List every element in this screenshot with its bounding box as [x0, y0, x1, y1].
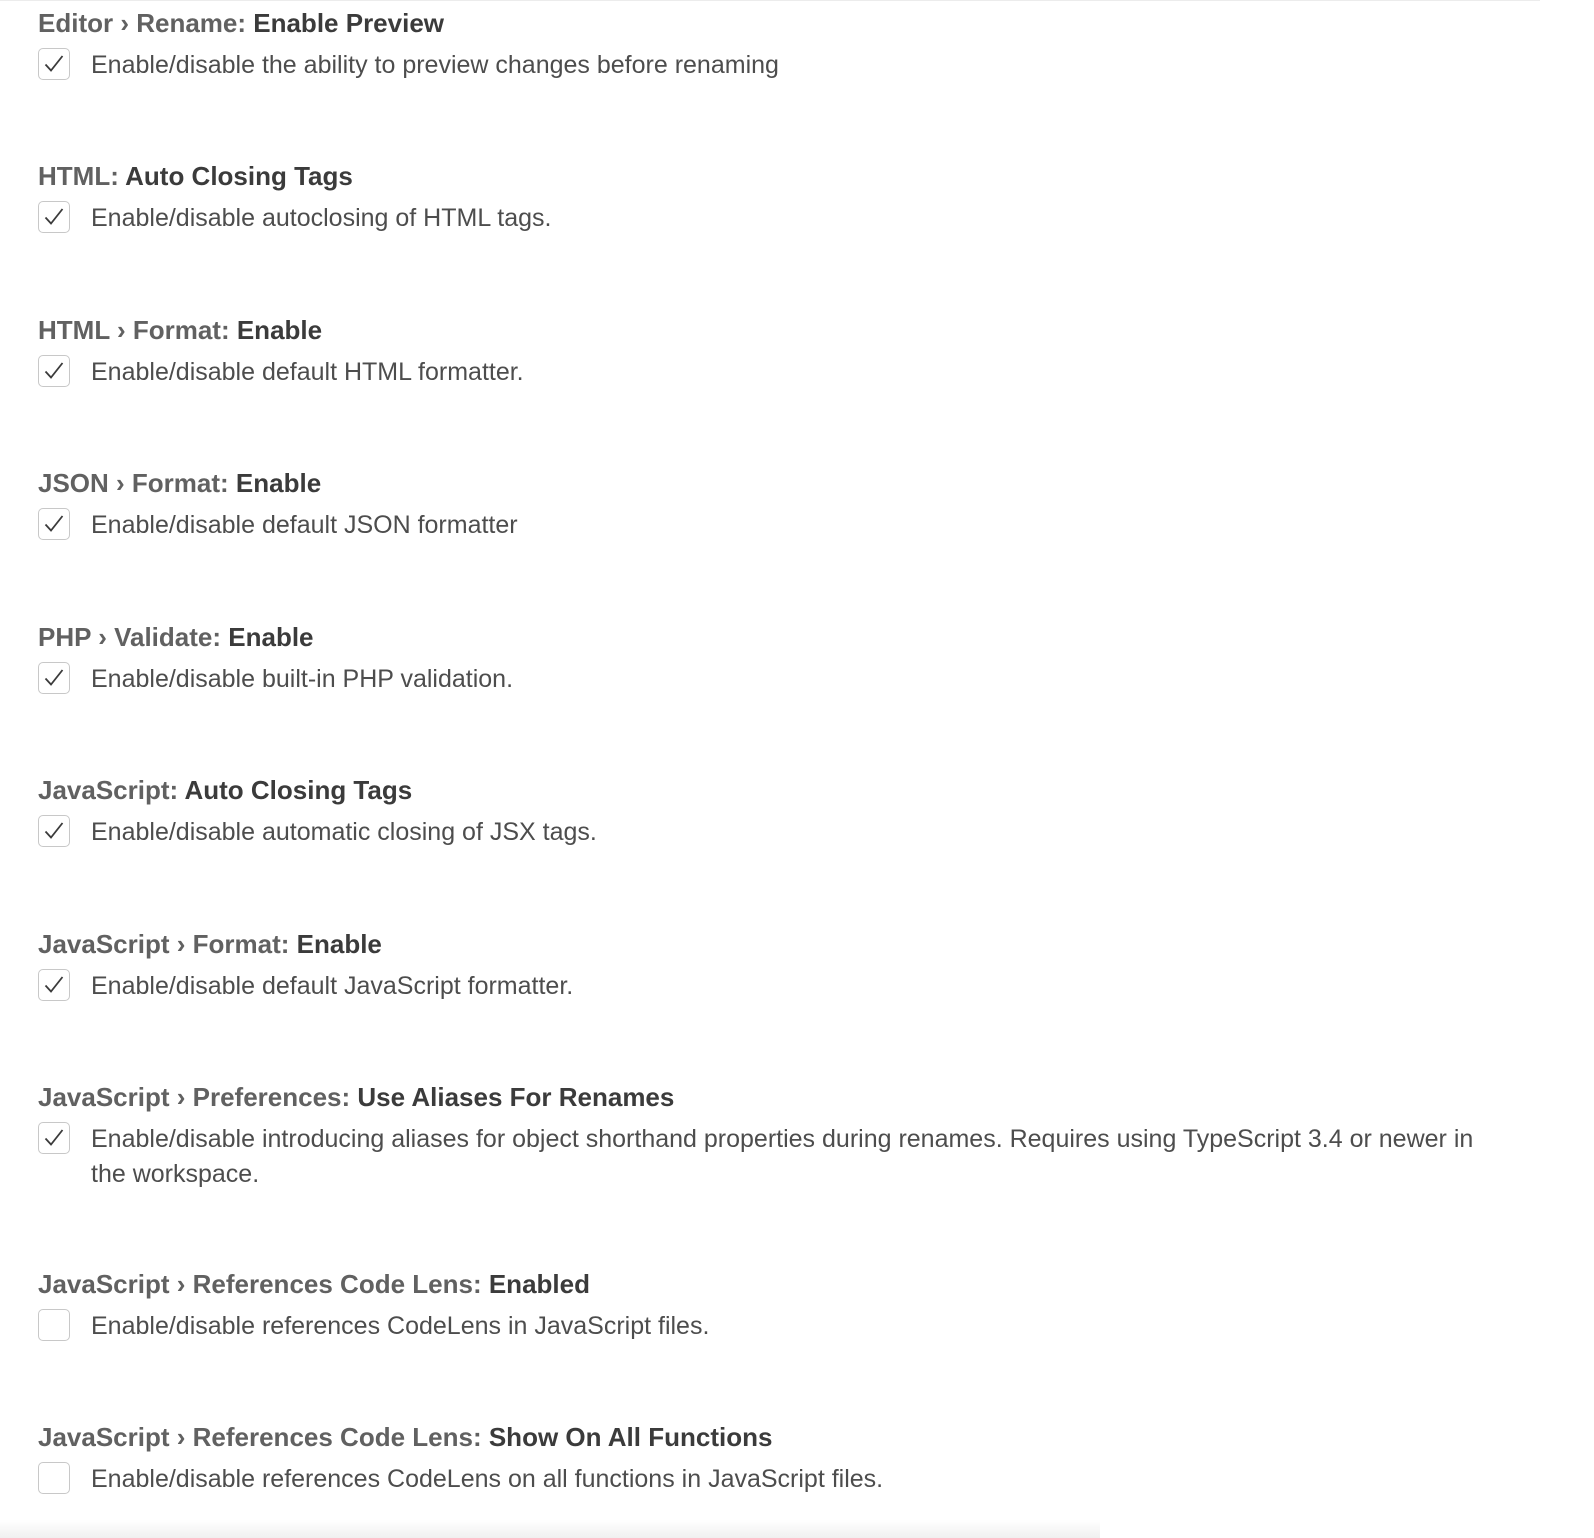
setting-title: [38, 1269, 1528, 1299]
setting-checkbox[interactable]: [38, 48, 70, 80]
setting-name: Enable: [228, 622, 314, 652]
setting-item: [38, 1082, 1528, 1192]
setting-name: Enable: [235, 468, 322, 498]
setting-item: [38, 1422, 1528, 1497]
setting-category: Editor › Rename:: [38, 8, 254, 38]
checkmark-icon: [42, 1126, 66, 1150]
setting-title: [38, 775, 1528, 805]
setting-item: [38, 8, 1528, 83]
checkmark-icon: [42, 512, 66, 536]
setting-name: Enable Preview: [253, 8, 445, 38]
setting-body: [38, 201, 1528, 236]
setting-category: JSON › Format:: [38, 468, 236, 498]
setting-name: Show On All Functions: [488, 1422, 773, 1452]
setting-description: Enable/disable the ability to preview changes before renaming: [91, 51, 779, 79]
setting-checkbox[interactable]: [38, 1309, 70, 1341]
setting-title: [38, 315, 1528, 345]
checkmark-icon: [42, 52, 66, 76]
setting-title: [38, 161, 1528, 191]
setting-category: JavaScript › References Code Lens:: [38, 1269, 489, 1299]
setting-checkbox[interactable]: [38, 815, 70, 847]
setting-body: [38, 969, 1528, 1004]
setting-body: [38, 355, 1528, 390]
setting-description: Enable/disable automatic closing of JSX tags.: [91, 818, 597, 846]
setting-category: JavaScript › References Code Lens:: [38, 1422, 489, 1452]
setting-item: [38, 161, 1528, 236]
setting-item: [38, 315, 1528, 390]
setting-checkbox[interactable]: [38, 969, 70, 1001]
setting-checkbox[interactable]: [38, 355, 70, 387]
setting-category: HTML › Format:: [38, 315, 237, 345]
setting-body: [38, 508, 1528, 543]
setting-body: [38, 48, 1528, 83]
setting-category: HTML:: [38, 161, 126, 191]
setting-body: [38, 815, 1528, 850]
setting-checkbox[interactable]: [38, 1462, 70, 1494]
setting-title: [38, 1082, 1528, 1112]
setting-category: JavaScript › Format:: [38, 929, 297, 959]
checkmark-icon: [42, 973, 66, 997]
setting-category: PHP › Validate:: [38, 622, 229, 652]
setting-name: Use Aliases For Renames: [357, 1082, 675, 1112]
setting-body: [38, 1462, 1528, 1497]
setting-title: [38, 1422, 1528, 1452]
setting-item: [38, 929, 1528, 1004]
setting-checkbox[interactable]: [38, 508, 70, 540]
setting-category: JavaScript › Preferences:: [38, 1082, 358, 1112]
setting-item: [38, 622, 1528, 697]
setting-name: Auto Closing Tags: [125, 161, 353, 191]
setting-description: Enable/disable default JavaScript formatter.: [91, 972, 574, 1000]
setting-description: Enable/disable references CodeLens on all functions in JavaScript files.: [91, 1465, 884, 1493]
setting-item: [38, 468, 1528, 543]
setting-title: [38, 929, 1528, 959]
setting-category: JavaScript:: [38, 775, 185, 805]
setting-description: Enable/disable introducing aliases for object shorthand properties during renames. Requires using TypeScript 3.4 or newer in the workspace.: [91, 1125, 1474, 1188]
setting-body: [38, 662, 1528, 697]
setting-checkbox[interactable]: [38, 1122, 70, 1154]
setting-checkbox[interactable]: [38, 662, 70, 694]
setting-description: Enable/disable autoclosing of HTML tags.: [91, 204, 552, 232]
checkmark-icon: [42, 205, 66, 229]
top-divider: [0, 0, 1540, 1]
setting-checkbox[interactable]: [38, 201, 70, 233]
setting-name: Enabled: [488, 1269, 590, 1299]
setting-body: [38, 1122, 1528, 1192]
setting-description: Enable/disable built-in PHP validation.: [91, 665, 514, 693]
bottom-fade: [0, 1520, 1100, 1538]
checkmark-icon: [42, 666, 66, 690]
setting-description: Enable/disable default HTML formatter.: [91, 358, 524, 386]
setting-description: Enable/disable references CodeLens in JavaScript files.: [91, 1312, 710, 1340]
setting-name: Auto Closing Tags: [184, 775, 413, 805]
setting-title: [38, 8, 1528, 38]
setting-name: Enable: [236, 315, 323, 345]
setting-item: [38, 1269, 1528, 1344]
setting-title: [38, 622, 1528, 652]
setting-description: Enable/disable default JSON formatter: [91, 511, 518, 539]
setting-title: [38, 468, 1528, 498]
checkmark-icon: [42, 819, 66, 843]
setting-body: [38, 1309, 1528, 1344]
setting-name: Enable: [296, 929, 382, 959]
checkmark-icon: [42, 359, 66, 383]
setting-item: [38, 775, 1528, 850]
